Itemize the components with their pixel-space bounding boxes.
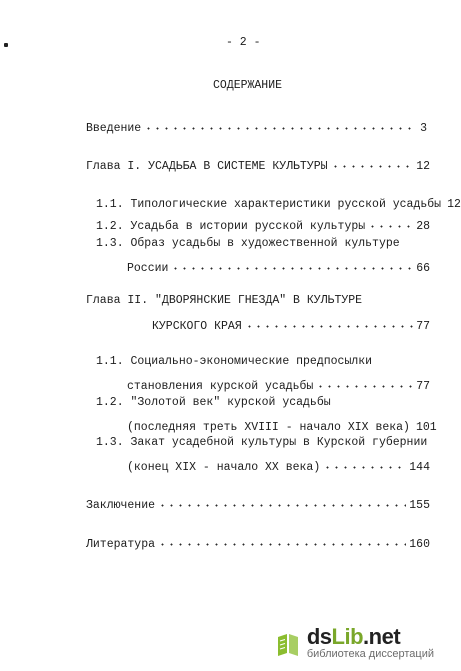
toc-entry-section-1-3 xyxy=(127,257,430,275)
leader-dots xyxy=(323,456,406,470)
toc-entry-page: 77 xyxy=(416,320,430,333)
toc-entry-chapter-1 xyxy=(86,155,430,173)
watermark-subtitle: библиотека диссертаций xyxy=(306,648,434,660)
toc-entry-introduction xyxy=(86,117,427,135)
toc-entry-section-2-2 xyxy=(127,416,437,434)
toc-entry-page: 160 xyxy=(409,538,430,551)
toc-entry-label: КУРСКОГО КРАЯ xyxy=(152,320,242,333)
toc-entry-label: Заключение xyxy=(86,499,156,512)
toc-entry-literature xyxy=(86,533,430,551)
toc-entry-label: Литература xyxy=(86,538,156,551)
toc-entry-page: 12 xyxy=(447,198,461,211)
toc-entry-section-1-3-title: 1.3. Образ усадьбы в художественной культуре xyxy=(96,237,400,250)
toc-entry-label: (конец XIX - начало XX века) xyxy=(127,461,321,474)
toc-entry-label: Глава I. УСАДЬБА В СИСТЕМЕ КУЛЬТУРЫ xyxy=(86,160,328,173)
scan-dot xyxy=(4,43,8,47)
toc-entry-label: 1.2. Усадьба в истории русской культуры xyxy=(96,220,366,233)
leader-dots xyxy=(245,315,413,329)
toc-entry-section-2-3 xyxy=(127,456,430,474)
toc-entry-label: России xyxy=(127,262,169,275)
toc-entry-page: 155 xyxy=(409,499,430,512)
leader-dots xyxy=(368,215,413,229)
toc-entry-page: 66 xyxy=(416,262,430,275)
toc-entry-section-1-1 xyxy=(96,193,461,211)
toc-entry-section-2-2-title: 1.2. "Золотой век" курской усадьбы xyxy=(96,396,331,409)
toc-entry-label: Введение xyxy=(86,122,142,135)
leader-dots xyxy=(158,494,406,508)
brand-ds: ds xyxy=(306,624,332,649)
toc-entry-section-2-3-title: 1.3. Закат усадебной культуры в Курской губернии xyxy=(96,436,428,449)
leader-dots xyxy=(331,155,414,169)
toc-entry-page: 144 xyxy=(409,461,430,474)
toc-entry-page: 28 xyxy=(416,220,430,233)
toc-entry-label: (последняя треть XVIII - начало XIX века) xyxy=(127,421,410,434)
toc-entry-page: 101 xyxy=(415,421,437,434)
watermark-brand xyxy=(307,626,400,648)
leader-dots xyxy=(158,533,406,547)
page-number: - 2 - xyxy=(226,36,261,49)
toc-entry-page: 77 xyxy=(416,380,430,393)
toc-entry-section-1-2 xyxy=(96,215,430,233)
toc-entry-label: становления курской усадьбы xyxy=(127,380,314,393)
toc-entry-chapter-2-title: Глава II. "ДВОРЯНСКИЕ ГНЕЗДА" В КУЛЬТУРЕ xyxy=(86,294,363,307)
brand-net: .net xyxy=(363,624,401,649)
toc-heading: СОДЕРЖАНИЕ xyxy=(213,79,283,92)
toc-entry-chapter-2 xyxy=(152,315,430,333)
watermark-text xyxy=(307,626,434,661)
book-icon xyxy=(274,630,302,658)
toc-entry-conclusion xyxy=(86,494,430,512)
brand-lib: Lib xyxy=(331,624,364,649)
leader-dots xyxy=(171,257,413,271)
toc-entry-page: 3 xyxy=(420,122,427,135)
leader-dots xyxy=(144,117,417,131)
toc-entry-section-2-1 xyxy=(127,375,430,393)
dslib-watermark xyxy=(274,626,434,661)
leader-dots xyxy=(316,375,413,389)
toc-entry-label: 1.1. Типологические характеристики русской усадьбы xyxy=(96,198,442,211)
toc-entry-page: 12 xyxy=(416,160,430,173)
toc-entry-section-2-1-title: 1.1. Социально-экономические предпосылки xyxy=(96,355,373,368)
